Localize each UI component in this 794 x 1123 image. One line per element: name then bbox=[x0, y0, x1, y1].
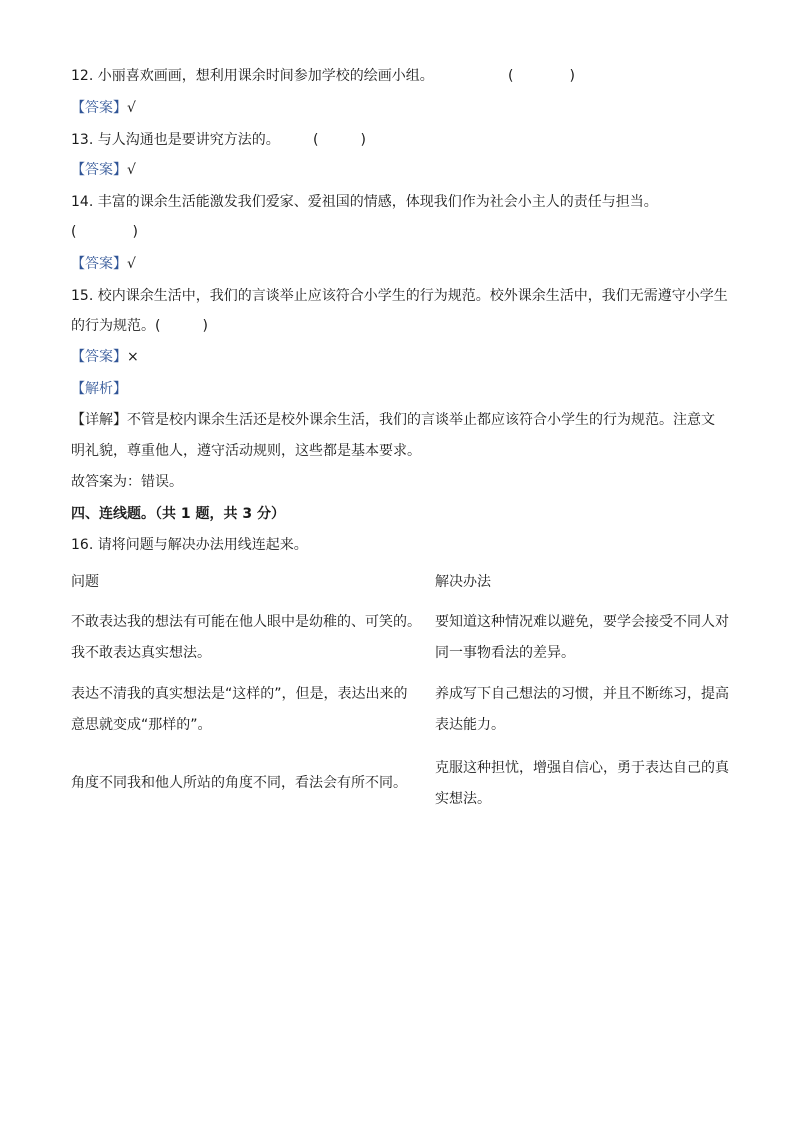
problem-item-2-line-1: 表达不清我的真实想法是“这样的”，但是，表达出来的 bbox=[71, 686, 408, 702]
question-13 bbox=[71, 130, 280, 150]
detail-text: 不管是校内课余生活还是校外课余生活，我们的言谈举止都应该符合小学生的行为规范。注意文 bbox=[127, 412, 715, 428]
question-15-paren: ( ) bbox=[155, 318, 208, 334]
solution-item-1-line-2: 同一事物看法的差异。 bbox=[435, 645, 575, 661]
question-12-text: 12. 小丽喜欢画画，想利用课余时间参加学校的绘画小组。 bbox=[71, 68, 434, 84]
solution-item-2-line-2: 表达能力。 bbox=[435, 717, 505, 733]
question-14-paren: ( ) bbox=[71, 224, 138, 240]
answer-tag: 【答案】 bbox=[71, 349, 127, 365]
detail-tag: 【详解】 bbox=[71, 412, 127, 428]
solution-item-1-line-1: 要知道这种情况难以避免，要学会接受不同人对 bbox=[435, 614, 729, 630]
question-14-text: 14. 丰富的课余生活能激发我们爱家、爱祖国的情感，体现我们作为社会小主人的责任与担当。 bbox=[71, 194, 658, 210]
answer-13 bbox=[71, 160, 136, 180]
question-13-paren: ( ) bbox=[313, 132, 366, 148]
section-heading: 四、连线题。（共 1 题，共 3 分） bbox=[71, 506, 285, 522]
solution-item-2-line-1: 养成写下自己想法的习惯，并且不断练习，提高 bbox=[435, 686, 729, 702]
conclusion: 故答案为：错误。 bbox=[71, 474, 183, 490]
answer-tag: 【答案】 bbox=[71, 162, 127, 178]
question-13-text: 13. 与人沟通也是要讲究方法的。 bbox=[71, 132, 280, 148]
answer-14 bbox=[71, 254, 136, 274]
answer-15 bbox=[71, 347, 139, 367]
answer-tag: 【答案】 bbox=[71, 100, 127, 116]
answer-tag: 【答案】 bbox=[71, 256, 127, 272]
problem-item-3-line-1: 角度不同我和他人所站的角度不同，看法会有所不同。 bbox=[71, 775, 407, 791]
column-header-solution: 解决办法 bbox=[435, 574, 491, 590]
analysis-tag: 【解析】 bbox=[71, 381, 127, 397]
answer-12 bbox=[71, 98, 136, 118]
answer-mark: √ bbox=[127, 256, 136, 272]
problem-item-2-line-2: 意思就变成“那样的”。 bbox=[71, 717, 212, 733]
answer-mark: √ bbox=[127, 162, 136, 178]
detail-line-1 bbox=[71, 410, 715, 430]
column-header-problem: 问题 bbox=[71, 574, 99, 590]
analysis-heading bbox=[71, 379, 127, 399]
question-15-line-1: 15. 校内课余生活中，我们的言谈举止应该符合小学生的行为规范。校外课余生活中，我们无需遵守小学生 bbox=[71, 288, 728, 304]
detail-line-2: 明礼貌，尊重他人，遵守活动规则，这些都是基本要求。 bbox=[71, 443, 421, 459]
answer-mark: √ bbox=[127, 100, 136, 116]
question-12 bbox=[71, 66, 434, 86]
problem-item-1-line-2: 我不敢表达真实想法。 bbox=[71, 645, 211, 661]
solution-item-3-line-2: 实想法。 bbox=[435, 791, 491, 807]
solution-item-3-line-1: 克服这种担忧，增强自信心，勇于表达自己的真 bbox=[435, 760, 729, 776]
question-14 bbox=[71, 192, 658, 212]
answer-mark: × bbox=[127, 349, 139, 365]
question-12-paren: ( ) bbox=[508, 68, 575, 84]
question-15-text: 的行为规范。 bbox=[71, 318, 155, 334]
question-15-line-2 bbox=[71, 316, 208, 336]
problem-item-1-line-1: 不敢表达我的想法有可能在他人眼中是幼稚的、可笑的。 bbox=[71, 614, 421, 630]
question-16: 16. 请将问题与解决办法用线连起来。 bbox=[71, 537, 308, 553]
